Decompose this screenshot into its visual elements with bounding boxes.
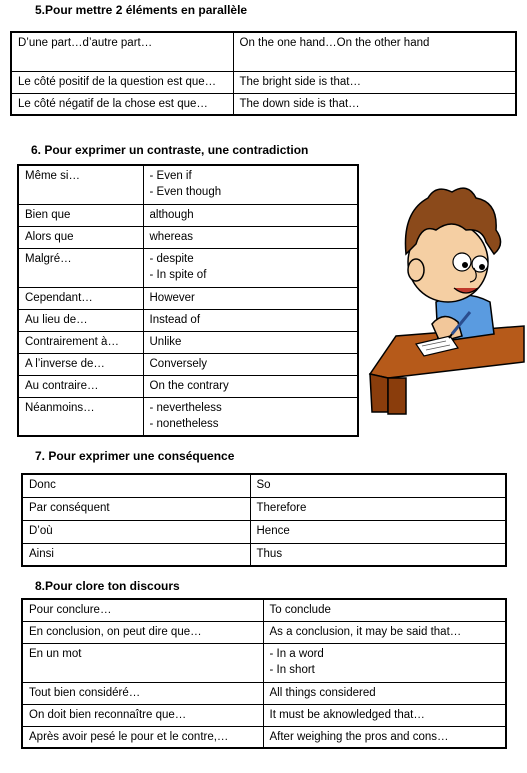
phrase-line: Malgré… [25, 252, 72, 265]
phrase-line: Thus [256, 547, 283, 560]
phrase-line: On the contrary [149, 379, 229, 392]
phrase-line: It must be aknowledged that… [269, 708, 425, 721]
french-phrase-cell [22, 621, 263, 643]
phrase-line: So [256, 479, 271, 491]
table-row [18, 353, 358, 375]
french-phrase-cell [18, 226, 143, 248]
english-phrase-cell [263, 726, 506, 748]
phrase-line: Donc [29, 479, 56, 491]
phrase-line: Cependant… [25, 291, 93, 304]
french-phrase-cell [18, 331, 143, 353]
table-row [22, 474, 506, 497]
phrase-line: D’où [29, 524, 53, 537]
phrase-line: Conversely [149, 357, 208, 370]
phrase-line: although [149, 208, 194, 221]
french-phrase-cell [22, 474, 250, 497]
table-row [22, 726, 506, 748]
phrase-table-7 [21, 473, 507, 567]
english-phrase-cell [263, 704, 506, 726]
phrase-line: Hence [256, 524, 290, 537]
english-phrase-cell [263, 599, 506, 621]
phrase-line: - nonetheless [149, 417, 219, 430]
phrase-table-6 [17, 164, 359, 437]
french-phrase-cell [18, 397, 143, 436]
french-phrase-cell [18, 375, 143, 397]
phrase-line: However [149, 291, 195, 304]
phrase-line: To conclude [269, 604, 331, 616]
phrase-line: The down side is that… [239, 97, 360, 110]
phrase-line: whereas [149, 230, 193, 243]
english-phrase-cell [263, 643, 506, 682]
table-row [18, 204, 358, 226]
english-phrase-cell [143, 165, 358, 204]
french-phrase-cell [18, 309, 143, 331]
phrase-line: Au lieu de… [25, 313, 88, 326]
table-row [11, 32, 516, 71]
french-phrase-cell [22, 599, 263, 621]
phrase-line: Pour conclure… [29, 604, 112, 616]
french-phrase-cell [18, 204, 143, 226]
french-phrase-cell [18, 353, 143, 375]
phrase-line: Bien que [25, 208, 71, 221]
english-phrase-cell [143, 353, 358, 375]
phrase-line: Contrairement à… [25, 335, 119, 348]
table-row [18, 309, 358, 331]
french-phrase-cell [22, 497, 250, 520]
phrase-line: En un mot [29, 647, 82, 660]
french-phrase-cell [22, 643, 263, 682]
phrase-line: Après avoir pesé le pour et le contre,… [29, 730, 229, 743]
french-phrase-cell [18, 165, 143, 204]
phrase-line: - In a word [269, 647, 324, 660]
english-phrase-cell [250, 520, 506, 543]
table-row [18, 226, 358, 248]
phrase-line: All things considered [269, 686, 376, 699]
phrase-line: Instead of [149, 313, 201, 326]
student-head [405, 188, 500, 302]
phrase-line: On the one hand…On the other hand [239, 37, 430, 49]
table-row [22, 543, 506, 566]
table-row [22, 520, 506, 543]
section-title-5: 5.Pour mettre 2 éléments en parallèle [35, 3, 248, 17]
phrase-line: - nevertheless [149, 401, 222, 414]
english-phrase-cell [143, 287, 358, 309]
french-phrase-cell [22, 543, 250, 566]
phrase-line: Unlike [149, 335, 182, 348]
phrase-line: Tout bien considéré… [29, 686, 141, 699]
french-phrase-cell [22, 520, 250, 543]
phrase-line: Ainsi [29, 547, 54, 560]
table-row [22, 599, 506, 621]
table-row [22, 704, 506, 726]
phrase-line: Par conséquent [29, 501, 110, 514]
phrase-line: After weighing the pros and cons… [269, 730, 449, 743]
phrase-line: A l’inverse de… [25, 357, 105, 370]
phrase-line: - In spite of [149, 268, 207, 281]
phrase-line: Alors que [25, 230, 74, 243]
english-phrase-cell [143, 248, 358, 287]
phrase-line: D’une part…d’autre part… [18, 37, 153, 49]
phrase-line: Le côté positif de la question est que… [18, 75, 217, 88]
phrase-line: Même si… [25, 170, 80, 182]
phrase-table-8 [21, 598, 507, 749]
phrase-line: - Even though [149, 186, 222, 198]
table-row [18, 165, 358, 204]
table-row [18, 375, 358, 397]
english-phrase-cell [143, 226, 358, 248]
phrase-line: The bright side is that… [239, 75, 361, 88]
english-phrase-cell [263, 682, 506, 704]
phrase-line: En conclusion, on peut dire que… [29, 625, 202, 638]
english-phrase-cell [233, 93, 516, 115]
table-row [18, 248, 358, 287]
english-phrase-cell [143, 331, 358, 353]
table-row [22, 643, 506, 682]
section-title-8: 8.Pour clore ton discours [35, 579, 180, 593]
table-row [11, 93, 516, 115]
english-phrase-cell [250, 497, 506, 520]
table-row [18, 397, 358, 436]
french-phrase-cell [18, 248, 143, 287]
student-writing-illustration [366, 184, 527, 416]
phrase-line: - despite [149, 252, 194, 265]
phrase-line: Therefore [256, 501, 307, 514]
phrase-line: Au contraire… [25, 379, 99, 392]
french-phrase-cell [11, 32, 233, 71]
french-phrase-cell [11, 93, 233, 115]
table-row [22, 497, 506, 520]
french-phrase-cell [18, 287, 143, 309]
english-phrase-cell [263, 621, 506, 643]
english-phrase-cell [143, 397, 358, 436]
french-phrase-cell [22, 726, 263, 748]
french-phrase-cell [22, 704, 263, 726]
english-phrase-cell [250, 474, 506, 497]
table-row [22, 621, 506, 643]
section-title-7: 7. Pour exprimer une conséquence [35, 449, 235, 463]
phrase-line: As a conclusion, it may be said that… [269, 625, 462, 638]
table-row [11, 71, 516, 93]
french-phrase-cell [22, 682, 263, 704]
french-phrase-cell [11, 71, 233, 93]
phrase-line: - Even if [149, 170, 192, 182]
phrase-line: Néanmoins… [25, 401, 95, 414]
table-row [18, 331, 358, 353]
english-phrase-cell [233, 71, 516, 93]
english-phrase-cell [233, 32, 516, 71]
phrase-table-5 [10, 31, 517, 116]
table-row [18, 287, 358, 309]
english-phrase-cell [143, 204, 358, 226]
phrase-line: - In short [269, 663, 315, 676]
phrase-line: On doit bien reconnaître que… [29, 708, 187, 721]
section-title-6: 6. Pour exprimer un contraste, une contradiction [31, 143, 309, 157]
english-phrase-cell [143, 375, 358, 397]
phrase-line: Le côté négatif de la chose est que… [18, 97, 208, 110]
table-row [22, 682, 506, 704]
english-phrase-cell [250, 543, 506, 566]
english-phrase-cell [143, 309, 358, 331]
